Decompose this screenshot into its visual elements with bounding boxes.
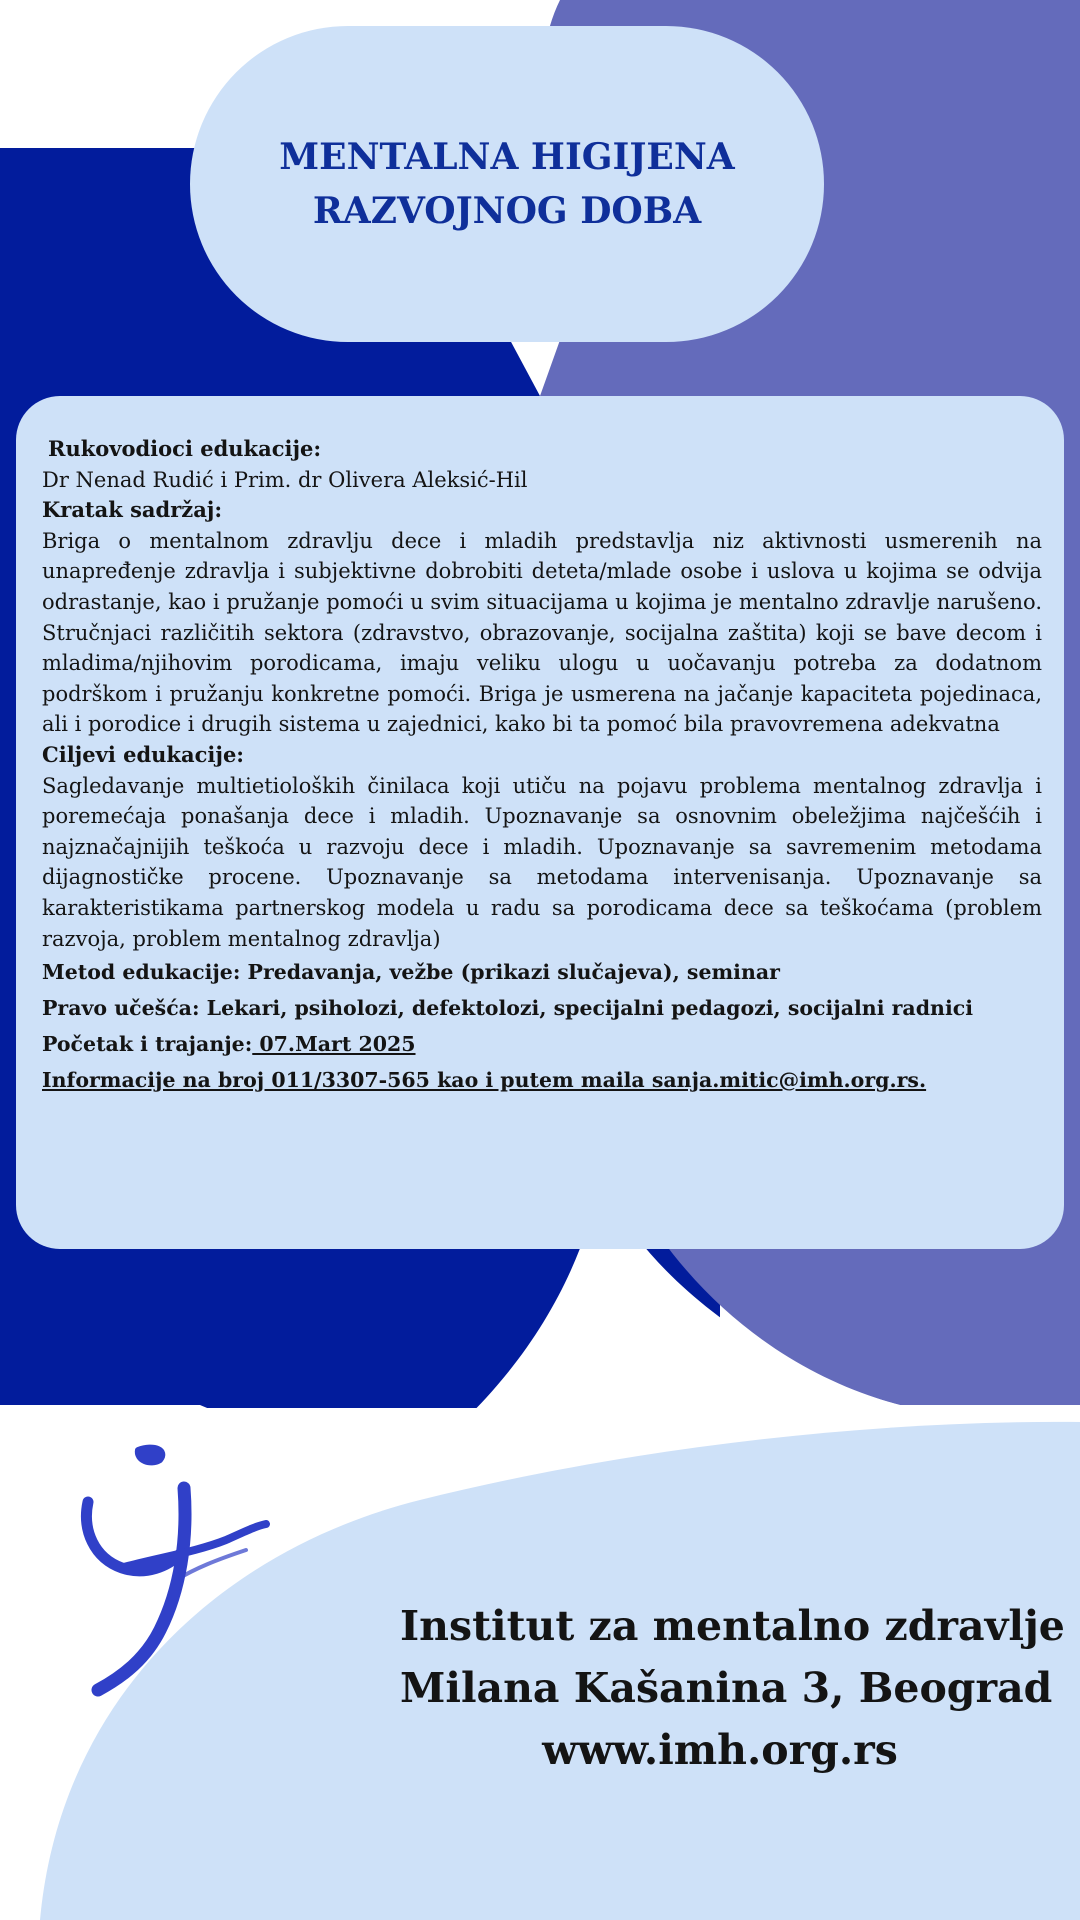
summary-text: Briga o mentalnom zdravlju dece i mladih predstavlja niz aktivnosti usmerenih na unapređenje zdravlja i subjektivne dobrobiti deteta/mlade osobe i uslova u kojima se odvija odrastanje, kao i pružanje pomoći u svim situacijama u kojima je mentalno zdravlje narušeno. Stručnjaci različitih sektora (zdravstvo, obrazovanje, socijalna zaštita) koji se bave decom i mladima/njihovim porodicama, imaju veliku ulogu u uočavanju potreba za dodatnom podrškom i pružanju konkretne pomoći. Briga je usmerena na jačanje kapaciteta pojedinaca, ali i porodice i drugih sistema u zajednici, kako bi ta pomoć bila pravovremena adekvatna xyxy=(42,528,1042,737)
footer-institute: Institut za mentalno zdravlje xyxy=(400,1602,1065,1650)
leaders-text: Dr Nenad Rudić i Prim. dr Olivera Aleksić-Hil xyxy=(42,467,528,492)
title-line-1: MENTALNA HIGIJENA xyxy=(279,136,735,178)
leaders-label: Rukovodioci edukacije: xyxy=(48,436,322,461)
info-card xyxy=(16,396,1064,1249)
method-line: Metod edukacije: Predavanja, vežbe (prikazi slučajeva), seminar xyxy=(42,960,780,985)
footer-website[interactable]: www.imh.org.rs xyxy=(542,1726,898,1774)
start-date: 07.Mart 2025 xyxy=(252,1032,416,1057)
start-line xyxy=(42,1026,1042,1062)
footer-address: Milana Kašanina 3, Beograd xyxy=(400,1664,1053,1712)
title-line-2: RAZVOJNOG DOBA xyxy=(312,190,702,232)
summary-label: Kratak sadržaj: xyxy=(42,497,223,523)
goals-text: Sagledavanje multietioloških činilaca koji utiču na pojavu problema mentalnog zdravlja i poremećaja ponašanja dece i mladih. Upoznavanje sa osnovnim obeležjima najčešćih i najznačajnijih teškoća u razvoju dece i mladih. Upoznavanje sa savremenim metodama dijagnostičke procene. Upoznavanje sa metodama intervenisanja. Upoznavanje sa karakteristikama partnerskog modela u radu sa porodicama dece sa teškoćama (problem razvoja, problem mentalnog zdravlja) xyxy=(42,773,1042,951)
imh-brush-figure-logo-icon xyxy=(76,1440,276,1700)
start-label: Početak i trajanje: xyxy=(42,1032,253,1057)
contact-line[interactable]: Informacije na broj 011/3307-565 kao i putem maila sanja.mitic@imh.org.rs. xyxy=(42,1068,927,1093)
title-bubble xyxy=(190,26,824,342)
participants-line: Pravo učešća: Lekari, psiholozi, defektolozi, specijalni pedagozi, socijalni radnici xyxy=(42,996,974,1021)
goals-label: Ciljevi edukacije: xyxy=(42,741,245,767)
footer-text xyxy=(400,1595,1065,1781)
